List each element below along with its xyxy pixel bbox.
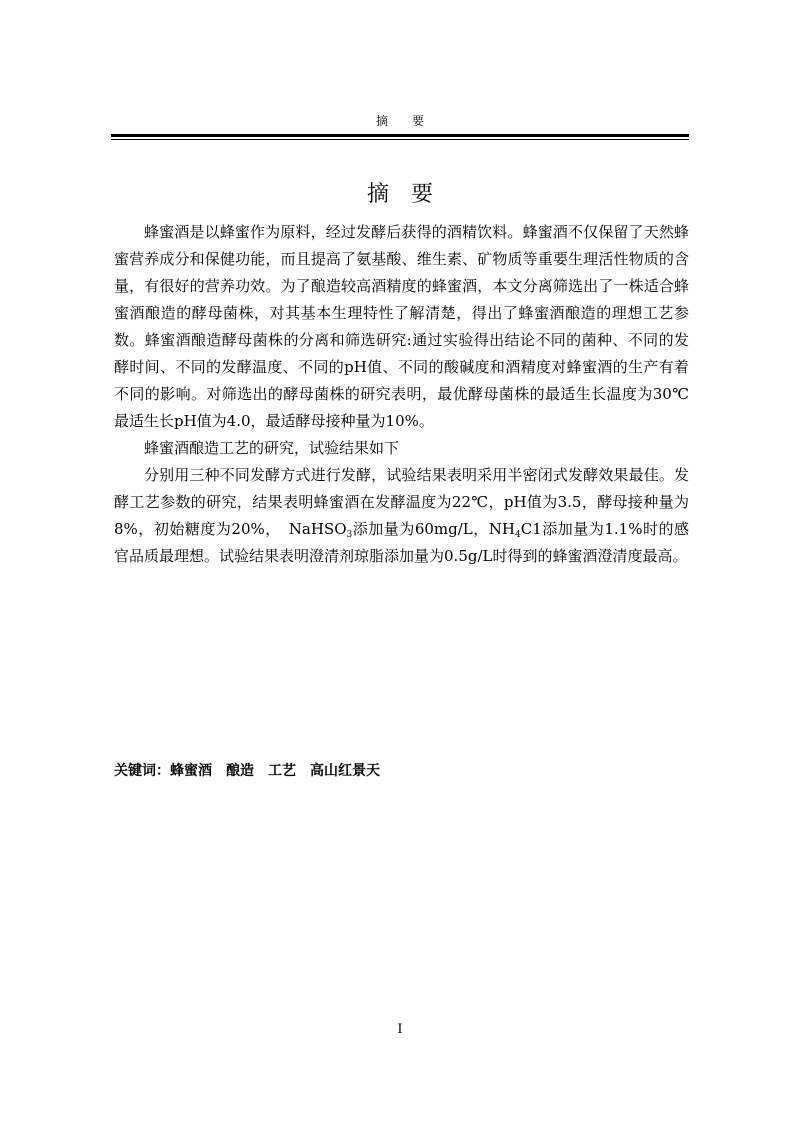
abstract-paragraph-3 — [114, 462, 689, 570]
abstract-paragraph-1: 蜂蜜酒是以蜂蜜作为原料，经过发酵后获得的酒精饮料。蜂蜜酒不仅保留了天然蜂蜜营养成分和保健功能，而且提高了氨基酸、维生素、矿物质等重要生理活性物质的含量，有很好的营养功效。为了酿造较高酒精度的蜂蜜酒，本文分离筛选出了一株适合蜂蜜酒酿造的酵母菌株，对其基本生理特性了解清楚，得出了蜂蜜酒酿造的理想工艺参数。蜂蜜酒酿造酵母菌株的分离和筛选研究:通过实验得出结论不同的菌种、不同的发酵时间、不同的发酵温度、不同的pH值、不同的酸碱度和酒精度对蜂蜜酒的生产有着不同的影响。对筛选出的酵母菌株的研究表明，最优酵母菌株的最适生长温度为30℃最适生长pH值为4.0，最适酵母接种量为10%。 — [114, 223, 689, 430]
abstract-paragraph-2: 蜂蜜酒酿造工艺的研究，试验结果如下 — [144, 439, 400, 457]
subscript-3: 3 — [346, 530, 353, 540]
abstract-body — [114, 219, 689, 570]
paragraph-3-part-3: C1添加量为1.1%时的感官品质最理想。试验结果表明澄清剂琼脂添加量为0.5g/L时得到的蜂蜜酒澄清度最高。 — [114, 520, 689, 565]
subscript-4: 4 — [515, 530, 521, 540]
header-rule-thin — [111, 139, 689, 140]
paragraph-3-part-2: 添加量为60mg/L，NH — [352, 520, 515, 538]
page-title: 摘 要 — [366, 182, 433, 207]
keywords-line: 关键词：蜂蜜酒 酿造 工艺 高山红景天 — [114, 763, 380, 779]
running-header: 摘 要 — [375, 114, 424, 128]
page-number: I — [397, 1022, 403, 1037]
paragraph-3-part-1: 分别用三种不同发酵方式进行发酵，试验结果表明采用半密闭式发酵效果最佳。发酵工艺参数的研究，结果表明蜂蜜酒在发酵温度为22℃，pH值为3.5，酵母接种量为8%，初始糖度为20%， NaHSO — [114, 466, 689, 538]
header-rule-thick — [111, 134, 689, 137]
